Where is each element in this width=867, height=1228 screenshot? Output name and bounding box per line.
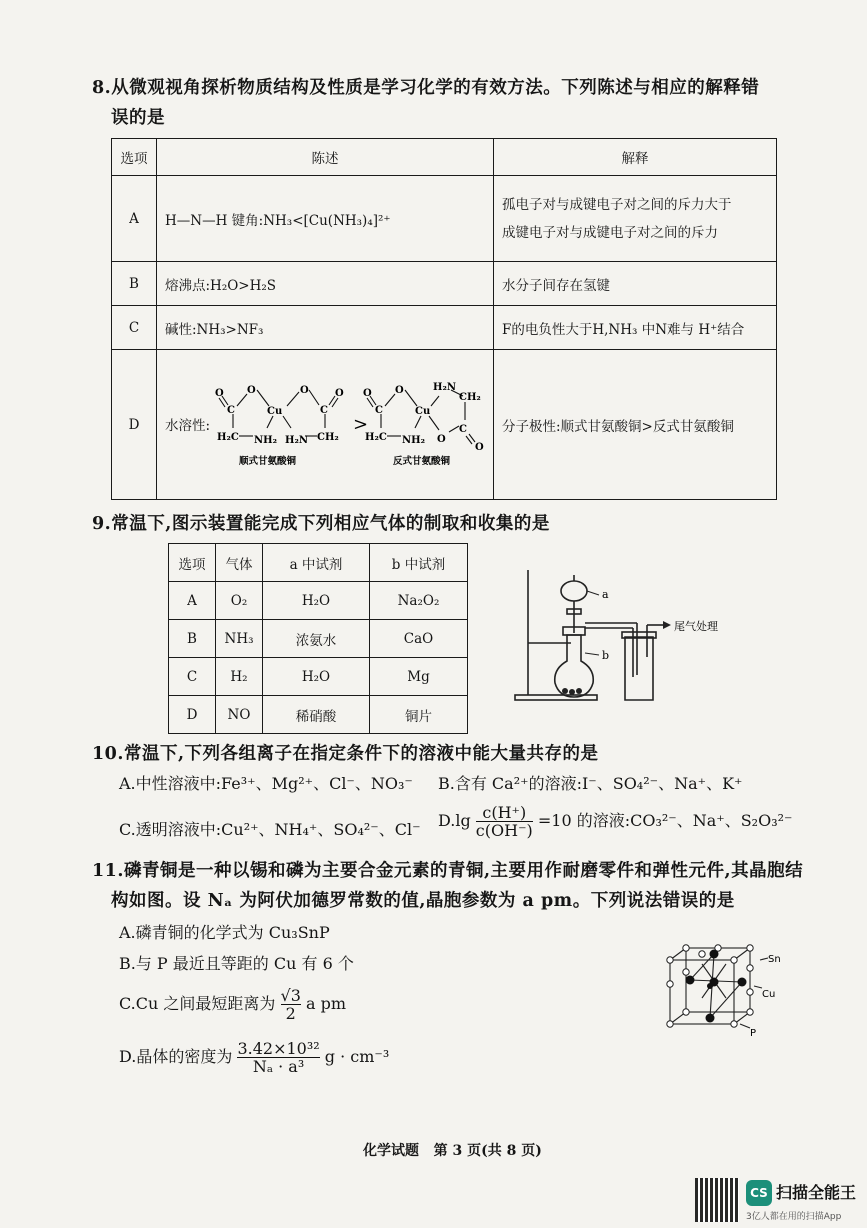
q11-d-denominator: Nₐ · a³ [252, 1057, 305, 1076]
q11-option-b: B.与 P 最近且等距的 Cu 有 6 个 [119, 954, 354, 973]
atom-O: O [247, 385, 256, 396]
gas-apparatus-diagram [505, 565, 745, 715]
solubility-label: 水溶性: [165, 418, 211, 434]
atom-O: O [215, 388, 224, 399]
scanner-tagline: 3亿人都在用的扫描App [746, 1212, 842, 1222]
q10-d-numerator: c(H⁺) [476, 804, 533, 822]
q11-stem-line1: 11.磷青铜是一种以锡和磷为主要合金元素的青铜,主要用作耐磨零件和弹性元件,其晶胞结 [92, 861, 804, 881]
atom-NH2: NH₂ [254, 435, 277, 446]
q11-c-fraction [281, 987, 301, 1022]
label-a: a [602, 588, 609, 601]
row-statement: H—N—H 键角:NH₃<[Cu(NH₃)₄]²⁺ [157, 176, 494, 262]
q8-table [111, 138, 777, 500]
cell: D [169, 696, 216, 734]
cell: NO [216, 696, 263, 734]
table-row [112, 306, 777, 350]
q9-stem: 9.常温下,图示装置能完成下列相应气体的制取和收集的是 [92, 514, 550, 534]
header-statement: 陈述 [157, 139, 494, 176]
q10-option-c: C.透明溶液中:Cu²⁺、NH₄⁺、SO₄²⁻、Cl⁻ [119, 820, 421, 839]
atom-O: O [475, 442, 484, 453]
table-row [112, 350, 777, 500]
header-option: 选项 [112, 139, 157, 176]
header-gas: 气体 [216, 544, 263, 582]
row-statement: 碱性:NH₃>NF₃ [157, 306, 494, 350]
atom-H2C: H₂C [365, 432, 387, 443]
cell: Na₂O₂ [370, 582, 468, 620]
table-row [169, 658, 468, 696]
atom-Cu: Cu [267, 406, 283, 417]
q10-d-prefix: D.lg [438, 811, 471, 830]
q9-table [168, 543, 468, 734]
table-row [112, 262, 777, 306]
q11-d-prefix: D.晶体的密度为 [119, 1047, 233, 1066]
cell: B [169, 620, 216, 658]
glycinate-structures [157, 350, 487, 500]
label-b: b [602, 649, 610, 662]
table-row [169, 620, 468, 658]
q8-stem-line1: 8.从微观视角探析物质结构及性质是学习化学的有效方法。下列陈述与相应的解释错 [92, 78, 760, 98]
atom-H2N: H₂N [285, 435, 308, 446]
q11-d-suffix: g · cm⁻³ [324, 1047, 390, 1066]
cell: O₂ [216, 582, 263, 620]
row-explanation: 分子极性:顺式甘氨酸铜>反式甘氨酸铜 [494, 350, 777, 500]
row-statement: 熔沸点:H₂O>H₂S [157, 262, 494, 306]
header-reagent-b: b 中试剂 [370, 544, 468, 582]
atom-O: O [437, 434, 446, 445]
atom-O: O [300, 385, 309, 396]
explanation-line: 成键电子对与成键电子对之间的斥力 [502, 224, 718, 241]
label-p: P [750, 1028, 757, 1037]
q10-option-d [438, 804, 793, 839]
table-header-row [112, 139, 777, 176]
row-option: D [112, 350, 157, 500]
q11-option-a: A.磷青铜的化学式为 Cu₃SnP [119, 923, 330, 942]
q10-d-fraction [476, 804, 533, 839]
q11-c-suffix: a pm [305, 994, 347, 1013]
row-option: B [112, 262, 157, 306]
q10-option-a: A.中性溶液中:Fe³⁺、Mg²⁺、Cl⁻、NO₃⁻ [119, 774, 413, 793]
q10-stem: 10.常温下,下列各组离子在指定条件下的溶液中能大量共存的是 [92, 744, 599, 764]
q8-stem-line2: 误的是 [111, 108, 165, 128]
q10-d-suffix: =10 的溶液:CO₃²⁻、Na⁺、S₂O₃²⁻ [537, 811, 793, 830]
label-cu: Cu [762, 989, 776, 1000]
q11-d-numerator: 3.42×10³² [237, 1039, 320, 1058]
table-row [169, 582, 468, 620]
cell: Mg [370, 658, 468, 696]
header-reagent-a: a 中试剂 [263, 544, 370, 582]
q11-d-fraction [237, 1040, 319, 1075]
q10-option-b: B.含有 Ca²⁺的溶液:I⁻、SO₄²⁻、Na⁺、K⁺ [438, 774, 743, 793]
q11-option-d [119, 1040, 389, 1075]
atom-H2C: H₂C [217, 432, 239, 443]
atom-CH2: CH₂ [317, 432, 339, 443]
atom-C: C [459, 424, 467, 435]
cell: H₂O [263, 658, 370, 696]
cell: 浓氨水 [263, 620, 370, 658]
cell: H₂O [263, 582, 370, 620]
atom-C: C [375, 405, 383, 416]
scanner-name: 扫描全能王 [776, 1183, 857, 1202]
qr-code [695, 1178, 739, 1222]
greater-than: > [353, 414, 369, 435]
label-sn: Sn [768, 954, 781, 965]
table-row [112, 176, 777, 262]
q11-c-numerator: √3 [280, 986, 301, 1005]
header-explanation: 解释 [494, 139, 777, 176]
q10-d-denominator: c(OH⁻) [475, 821, 533, 840]
cell: CaO [370, 620, 468, 658]
row-explanation: F的电负性大于H,NH₃ 中N难与 H⁺结合 [494, 306, 777, 350]
atom-C: C [320, 405, 328, 416]
table-header-row [169, 544, 468, 582]
header-option: 选项 [169, 544, 216, 582]
cell: NH₃ [216, 620, 263, 658]
row-option: C [112, 306, 157, 350]
row-explanation: 水分子间存在氢键 [494, 262, 777, 306]
row-statement-structures [157, 350, 494, 500]
atom-CH2: CH₂ [459, 392, 481, 403]
cell: 铜片 [370, 696, 468, 734]
row-explanation [494, 176, 777, 262]
cis-name: 顺式甘氨酸铜 [239, 456, 297, 467]
atom-O: O [395, 385, 404, 396]
table-row [169, 696, 468, 734]
q11-c-denominator: 2 [285, 1004, 296, 1023]
arrow-right-icon [663, 621, 671, 629]
atom-O: O [363, 388, 372, 399]
scanner-logo: CS [746, 1180, 772, 1206]
atom-C: C [227, 405, 235, 416]
q11-option-c [119, 987, 346, 1022]
atom-H2N: H₂N [433, 382, 456, 393]
explanation-line: 孤电子对与成键电子对之间的斥力大于 [502, 196, 732, 213]
atom-O: O [335, 388, 344, 399]
label-tail-gas: 尾气处理 [674, 620, 718, 633]
q11-c-prefix: C.Cu 之间最短距离为 [119, 994, 276, 1013]
row-option: A [112, 176, 157, 262]
trans-name: 反式甘氨酸铜 [393, 456, 451, 467]
atom-NH2: NH₂ [402, 435, 425, 446]
cell: C [169, 658, 216, 696]
cell: A [169, 582, 216, 620]
crystal-cell-diagram [660, 942, 790, 1037]
atom-Cu: Cu [415, 406, 431, 417]
q11-stem-line2: 构如图。设 Nₐ 为阿伏加德罗常数的值,晶胞参数为 a pm。下列说法错误的是 [111, 891, 735, 911]
cell: 稀硝酸 [263, 696, 370, 734]
page-footer: 化学试题 第 3 页(共 8 页) [363, 1143, 542, 1159]
cell: H₂ [216, 658, 263, 696]
